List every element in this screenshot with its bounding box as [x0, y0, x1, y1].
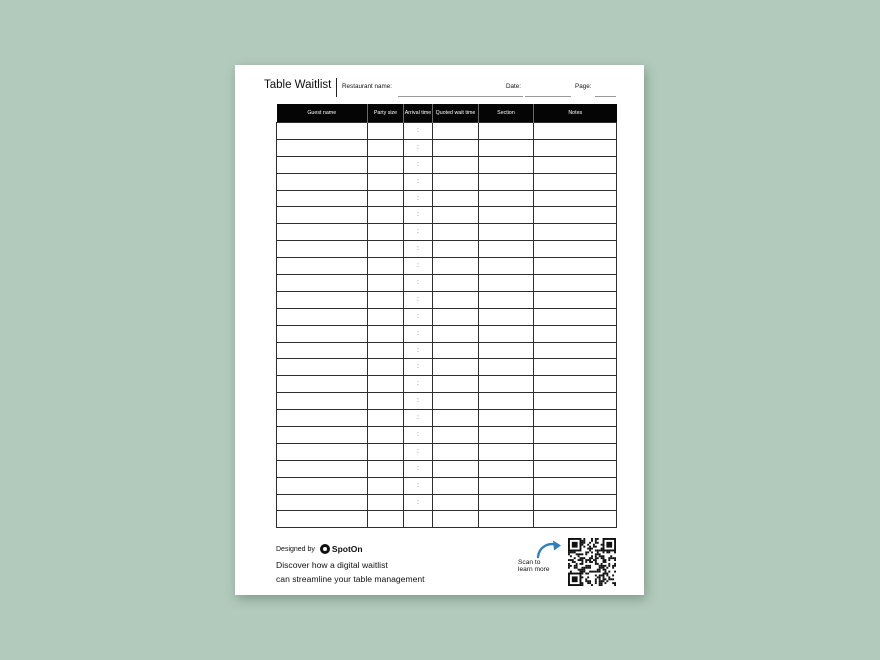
table-cell[interactable] — [433, 207, 479, 224]
table-cell[interactable] — [479, 139, 534, 156]
table-cell[interactable] — [534, 325, 617, 342]
table-cell[interactable] — [534, 477, 617, 494]
table-cell[interactable] — [479, 190, 534, 207]
table-cell[interactable] — [277, 241, 368, 258]
table-cell[interactable] — [534, 427, 617, 444]
table-cell[interactable]: : — [404, 241, 433, 258]
table-cell[interactable]: : — [404, 291, 433, 308]
table-row — [277, 123, 617, 140]
table-cell[interactable] — [368, 258, 404, 275]
table-cell[interactable] — [534, 308, 617, 325]
table-cell[interactable] — [479, 241, 534, 258]
date-label: Date: — [506, 83, 522, 90]
table-cell[interactable] — [534, 393, 617, 410]
table-row — [277, 190, 617, 207]
table-cell[interactable] — [433, 224, 479, 241]
table-cell[interactable]: : — [404, 308, 433, 325]
table-row — [277, 376, 617, 393]
table-cell[interactable] — [433, 291, 479, 308]
column-header: Party size — [368, 104, 404, 123]
table-cell[interactable] — [277, 123, 368, 140]
spoton-logo-icon — [320, 544, 330, 554]
table-row — [277, 224, 617, 241]
table-row — [277, 443, 617, 460]
table-cell[interactable] — [368, 443, 404, 460]
restaurant-name-line — [398, 96, 523, 97]
table-row — [277, 291, 617, 308]
table-cell[interactable] — [368, 376, 404, 393]
table-cell[interactable] — [479, 393, 534, 410]
table-cell[interactable] — [479, 275, 534, 292]
table-cell[interactable] — [277, 139, 368, 156]
table-cell[interactable] — [368, 224, 404, 241]
table-cell[interactable]: : — [404, 224, 433, 241]
table-row — [277, 342, 617, 359]
table-cell[interactable] — [534, 123, 617, 140]
table-cell[interactable] — [479, 258, 534, 275]
table-cell[interactable] — [534, 275, 617, 292]
table-cell[interactable] — [433, 460, 479, 477]
table-row — [277, 410, 617, 427]
table-cell[interactable] — [479, 376, 534, 393]
date-line — [525, 96, 571, 97]
table-cell[interactable]: : — [404, 393, 433, 410]
table-cell[interactable]: : — [404, 410, 433, 427]
table-cell[interactable]: : — [404, 325, 433, 342]
table-cell[interactable] — [479, 291, 534, 308]
table-cell[interactable] — [277, 308, 368, 325]
table-cell[interactable] — [368, 393, 404, 410]
table-cell[interactable] — [368, 410, 404, 427]
table-cell[interactable] — [277, 460, 368, 477]
table-cell[interactable] — [433, 325, 479, 342]
table-cell[interactable] — [277, 511, 368, 528]
table-cell[interactable] — [534, 224, 617, 241]
table-cell[interactable]: : — [404, 477, 433, 494]
table-cell[interactable] — [277, 359, 368, 376]
page-label: Page: — [575, 83, 592, 90]
table-row — [277, 325, 617, 342]
title-divider — [336, 78, 337, 97]
table-cell[interactable]: : — [404, 275, 433, 292]
table-cell[interactable] — [368, 427, 404, 444]
waitlist-table — [276, 104, 617, 528]
table-cell[interactable] — [368, 291, 404, 308]
table-cell[interactable] — [277, 376, 368, 393]
column-header: Guest name — [277, 104, 368, 123]
table-cell[interactable] — [534, 291, 617, 308]
table-cell[interactable] — [534, 460, 617, 477]
waitlist-sheet — [235, 65, 644, 595]
table-cell[interactable] — [433, 359, 479, 376]
table-row — [277, 258, 617, 275]
table-cell[interactable] — [277, 494, 368, 511]
designed-by — [276, 544, 363, 554]
table-cell[interactable] — [277, 393, 368, 410]
table-cell[interactable] — [433, 123, 479, 140]
table-cell[interactable] — [368, 308, 404, 325]
table-cell[interactable] — [479, 173, 534, 190]
table-cell[interactable] — [277, 477, 368, 494]
table-cell[interactable] — [277, 258, 368, 275]
table-cell[interactable] — [277, 410, 368, 427]
table-cell[interactable] — [534, 443, 617, 460]
designed-by-label: Designed by — [276, 545, 315, 553]
table-cell[interactable] — [479, 477, 534, 494]
table-cell[interactable] — [479, 224, 534, 241]
table-cell[interactable] — [433, 275, 479, 292]
column-header: Arrival time — [404, 104, 433, 123]
column-header: Notes — [534, 104, 617, 123]
table-cell[interactable] — [479, 511, 534, 528]
table-cell[interactable]: : — [404, 443, 433, 460]
table-body — [277, 123, 617, 528]
table-cell[interactable]: : — [404, 190, 433, 207]
table-row — [277, 460, 617, 477]
table-row — [277, 139, 617, 156]
restaurant-name-label: Restaurant name: — [342, 83, 393, 90]
table-cell[interactable] — [479, 342, 534, 359]
table-cell[interactable] — [433, 511, 479, 528]
table-cell[interactable] — [433, 410, 479, 427]
column-header: Quoted wait time — [433, 104, 479, 123]
table-cell[interactable] — [534, 342, 617, 359]
table-cell[interactable] — [534, 410, 617, 427]
table-cell[interactable] — [277, 325, 368, 342]
table-row — [277, 393, 617, 410]
table-row — [277, 511, 617, 528]
table-cell[interactable] — [479, 443, 534, 460]
qr-code-icon[interactable] — [568, 538, 616, 586]
table-cell[interactable] — [433, 156, 479, 173]
table-cell[interactable] — [277, 190, 368, 207]
page-line — [595, 96, 616, 97]
table-cell[interactable]: : — [404, 173, 433, 190]
page-title: Table Waitlist — [264, 79, 332, 91]
table-cell[interactable] — [368, 190, 404, 207]
table-cell[interactable] — [534, 139, 617, 156]
table-cell[interactable]: : — [404, 156, 433, 173]
promo-line-2: can streamline your table management — [276, 574, 425, 584]
table-cell[interactable] — [534, 241, 617, 258]
table-cell[interactable] — [368, 342, 404, 359]
table-cell[interactable] — [479, 494, 534, 511]
table-row — [277, 275, 617, 292]
table-cell[interactable] — [368, 460, 404, 477]
table-cell[interactable] — [479, 325, 534, 342]
table-cell[interactable] — [479, 156, 534, 173]
table-cell[interactable] — [433, 443, 479, 460]
curved-arrow-icon — [535, 538, 565, 560]
table-cell[interactable] — [534, 173, 617, 190]
table-cell[interactable] — [368, 325, 404, 342]
table-cell[interactable] — [368, 494, 404, 511]
table-cell[interactable]: : — [404, 123, 433, 140]
table-cell[interactable] — [479, 207, 534, 224]
table-row — [277, 308, 617, 325]
promo-line-1: Discover how a digital waitlist — [276, 560, 388, 570]
table-cell[interactable] — [368, 173, 404, 190]
table-cell[interactable] — [368, 156, 404, 173]
table-cell[interactable] — [277, 427, 368, 444]
table-cell[interactable]: : — [404, 376, 433, 393]
table-cell[interactable]: : — [404, 139, 433, 156]
table-cell[interactable] — [404, 511, 433, 528]
table-cell[interactable] — [534, 190, 617, 207]
table-cell[interactable] — [368, 139, 404, 156]
table-cell[interactable] — [277, 173, 368, 190]
table-cell[interactable] — [368, 511, 404, 528]
table-cell[interactable]: : — [404, 427, 433, 444]
table-cell[interactable] — [433, 173, 479, 190]
table-row — [277, 156, 617, 173]
table-cell[interactable] — [534, 207, 617, 224]
table-cell[interactable] — [433, 376, 479, 393]
table-cell[interactable] — [534, 511, 617, 528]
table-cell[interactable] — [534, 156, 617, 173]
table-row — [277, 477, 617, 494]
table-cell[interactable] — [534, 494, 617, 511]
table-cell[interactable]: : — [404, 460, 433, 477]
table-cell[interactable] — [433, 393, 479, 410]
brand-name: SpotOn — [331, 544, 363, 554]
table-cell[interactable] — [368, 477, 404, 494]
table-row — [277, 241, 617, 258]
table-row — [277, 173, 617, 190]
table-row — [277, 427, 617, 444]
table-cell[interactable] — [433, 258, 479, 275]
table-cell[interactable] — [368, 207, 404, 224]
table-cell[interactable]: : — [404, 359, 433, 376]
table-header-row — [277, 104, 617, 123]
table-cell[interactable] — [534, 359, 617, 376]
table-cell[interactable] — [277, 342, 368, 359]
table-row — [277, 359, 617, 376]
table-cell[interactable] — [433, 427, 479, 444]
table-cell[interactable] — [368, 359, 404, 376]
table-cell[interactable] — [277, 275, 368, 292]
table-cell[interactable] — [433, 308, 479, 325]
table-cell[interactable] — [534, 376, 617, 393]
table-cell[interactable] — [277, 156, 368, 173]
table-cell[interactable] — [277, 207, 368, 224]
table-cell[interactable] — [433, 241, 479, 258]
table-cell[interactable] — [479, 410, 534, 427]
table-cell[interactable] — [433, 190, 479, 207]
table-cell[interactable]: : — [404, 342, 433, 359]
scan-line-1: Scan to — [518, 559, 541, 566]
table-cell[interactable] — [368, 275, 404, 292]
scan-prompt — [518, 559, 550, 574]
column-header: Section — [479, 104, 534, 123]
table-cell[interactable] — [433, 477, 479, 494]
table-cell[interactable] — [534, 258, 617, 275]
table-cell[interactable] — [368, 123, 404, 140]
table-cell[interactable] — [277, 224, 368, 241]
scan-line-2: learn more — [518, 566, 550, 574]
table-cell[interactable]: : — [404, 258, 433, 275]
table-cell[interactable] — [277, 291, 368, 308]
table-cell[interactable] — [479, 460, 534, 477]
table-cell[interactable] — [277, 443, 368, 460]
table-cell[interactable] — [368, 241, 404, 258]
table-cell[interactable] — [479, 427, 534, 444]
table-row — [277, 494, 617, 511]
table-cell[interactable] — [479, 359, 534, 376]
table-cell[interactable] — [479, 308, 534, 325]
table-cell[interactable] — [433, 342, 479, 359]
table-cell[interactable] — [433, 139, 479, 156]
table-cell[interactable]: : — [404, 207, 433, 224]
table-cell[interactable]: : — [404, 494, 433, 511]
table-cell[interactable] — [433, 494, 479, 511]
table-row — [277, 207, 617, 224]
table-cell[interactable] — [479, 123, 534, 140]
